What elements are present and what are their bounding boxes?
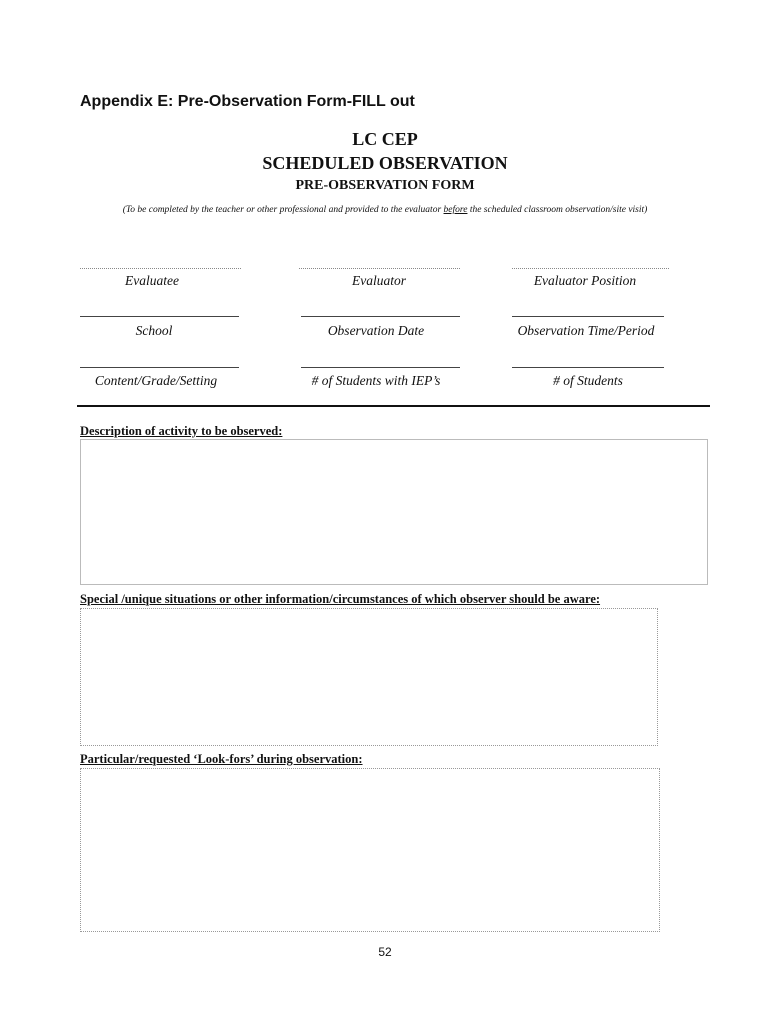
observation-time-label: Observation Time/Period: [517, 323, 655, 338]
students-line[interactable]: [512, 367, 664, 368]
evaluator-position-label: Evaluator Position: [533, 273, 637, 288]
instructions-before: (To be completed by the teacher or other professional and provided to the evaluator: [122, 205, 444, 215]
observation-date-label: Observation Date: [327, 323, 425, 338]
evaluatee-line[interactable]: [80, 268, 241, 269]
look-fors-box[interactable]: [80, 768, 660, 932]
description-box[interactable]: [80, 439, 708, 585]
look-fors-label: Particular/requested ‘Look-fors’ during observation:: [80, 752, 363, 766]
students-label: # of Students: [553, 373, 623, 388]
special-situations-label: Special /unique situations or other information/circumstances of which observer should be aware:: [80, 592, 601, 606]
page-number: 52: [378, 945, 392, 959]
evaluator-position-line[interactable]: [512, 268, 669, 269]
instructions-after: the scheduled classroom observation/site visit): [467, 205, 648, 215]
instructions: [0, 205, 770, 215]
observation-time-line[interactable]: [512, 316, 664, 317]
content-grade-label: Content/Grade/Setting: [94, 373, 218, 388]
form-subtitle: PRE-OBSERVATION FORM: [295, 178, 475, 193]
instructions-emphasis: before: [443, 205, 468, 215]
students-iep-line[interactable]: [301, 367, 460, 368]
evaluator-label: Evaluator: [352, 273, 406, 288]
students-iep-label: # of Students with IEP’s: [311, 373, 441, 388]
observation-date-line[interactable]: [301, 316, 460, 317]
org-title: LC CEP: [352, 129, 418, 149]
school-line[interactable]: [80, 316, 239, 317]
school-label: School: [135, 323, 173, 338]
special-situations-box[interactable]: [80, 608, 658, 746]
description-label: Description of activity to be observed:: [80, 424, 283, 438]
content-grade-line[interactable]: [80, 367, 239, 368]
evaluatee-label: Evaluatee: [125, 273, 179, 288]
section-divider: [77, 405, 710, 407]
appendix-title: Appendix E: Pre-Observation Form-FILL out: [80, 93, 415, 110]
evaluator-line[interactable]: [299, 268, 460, 269]
form-title: SCHEDULED OBSERVATION: [262, 153, 508, 173]
